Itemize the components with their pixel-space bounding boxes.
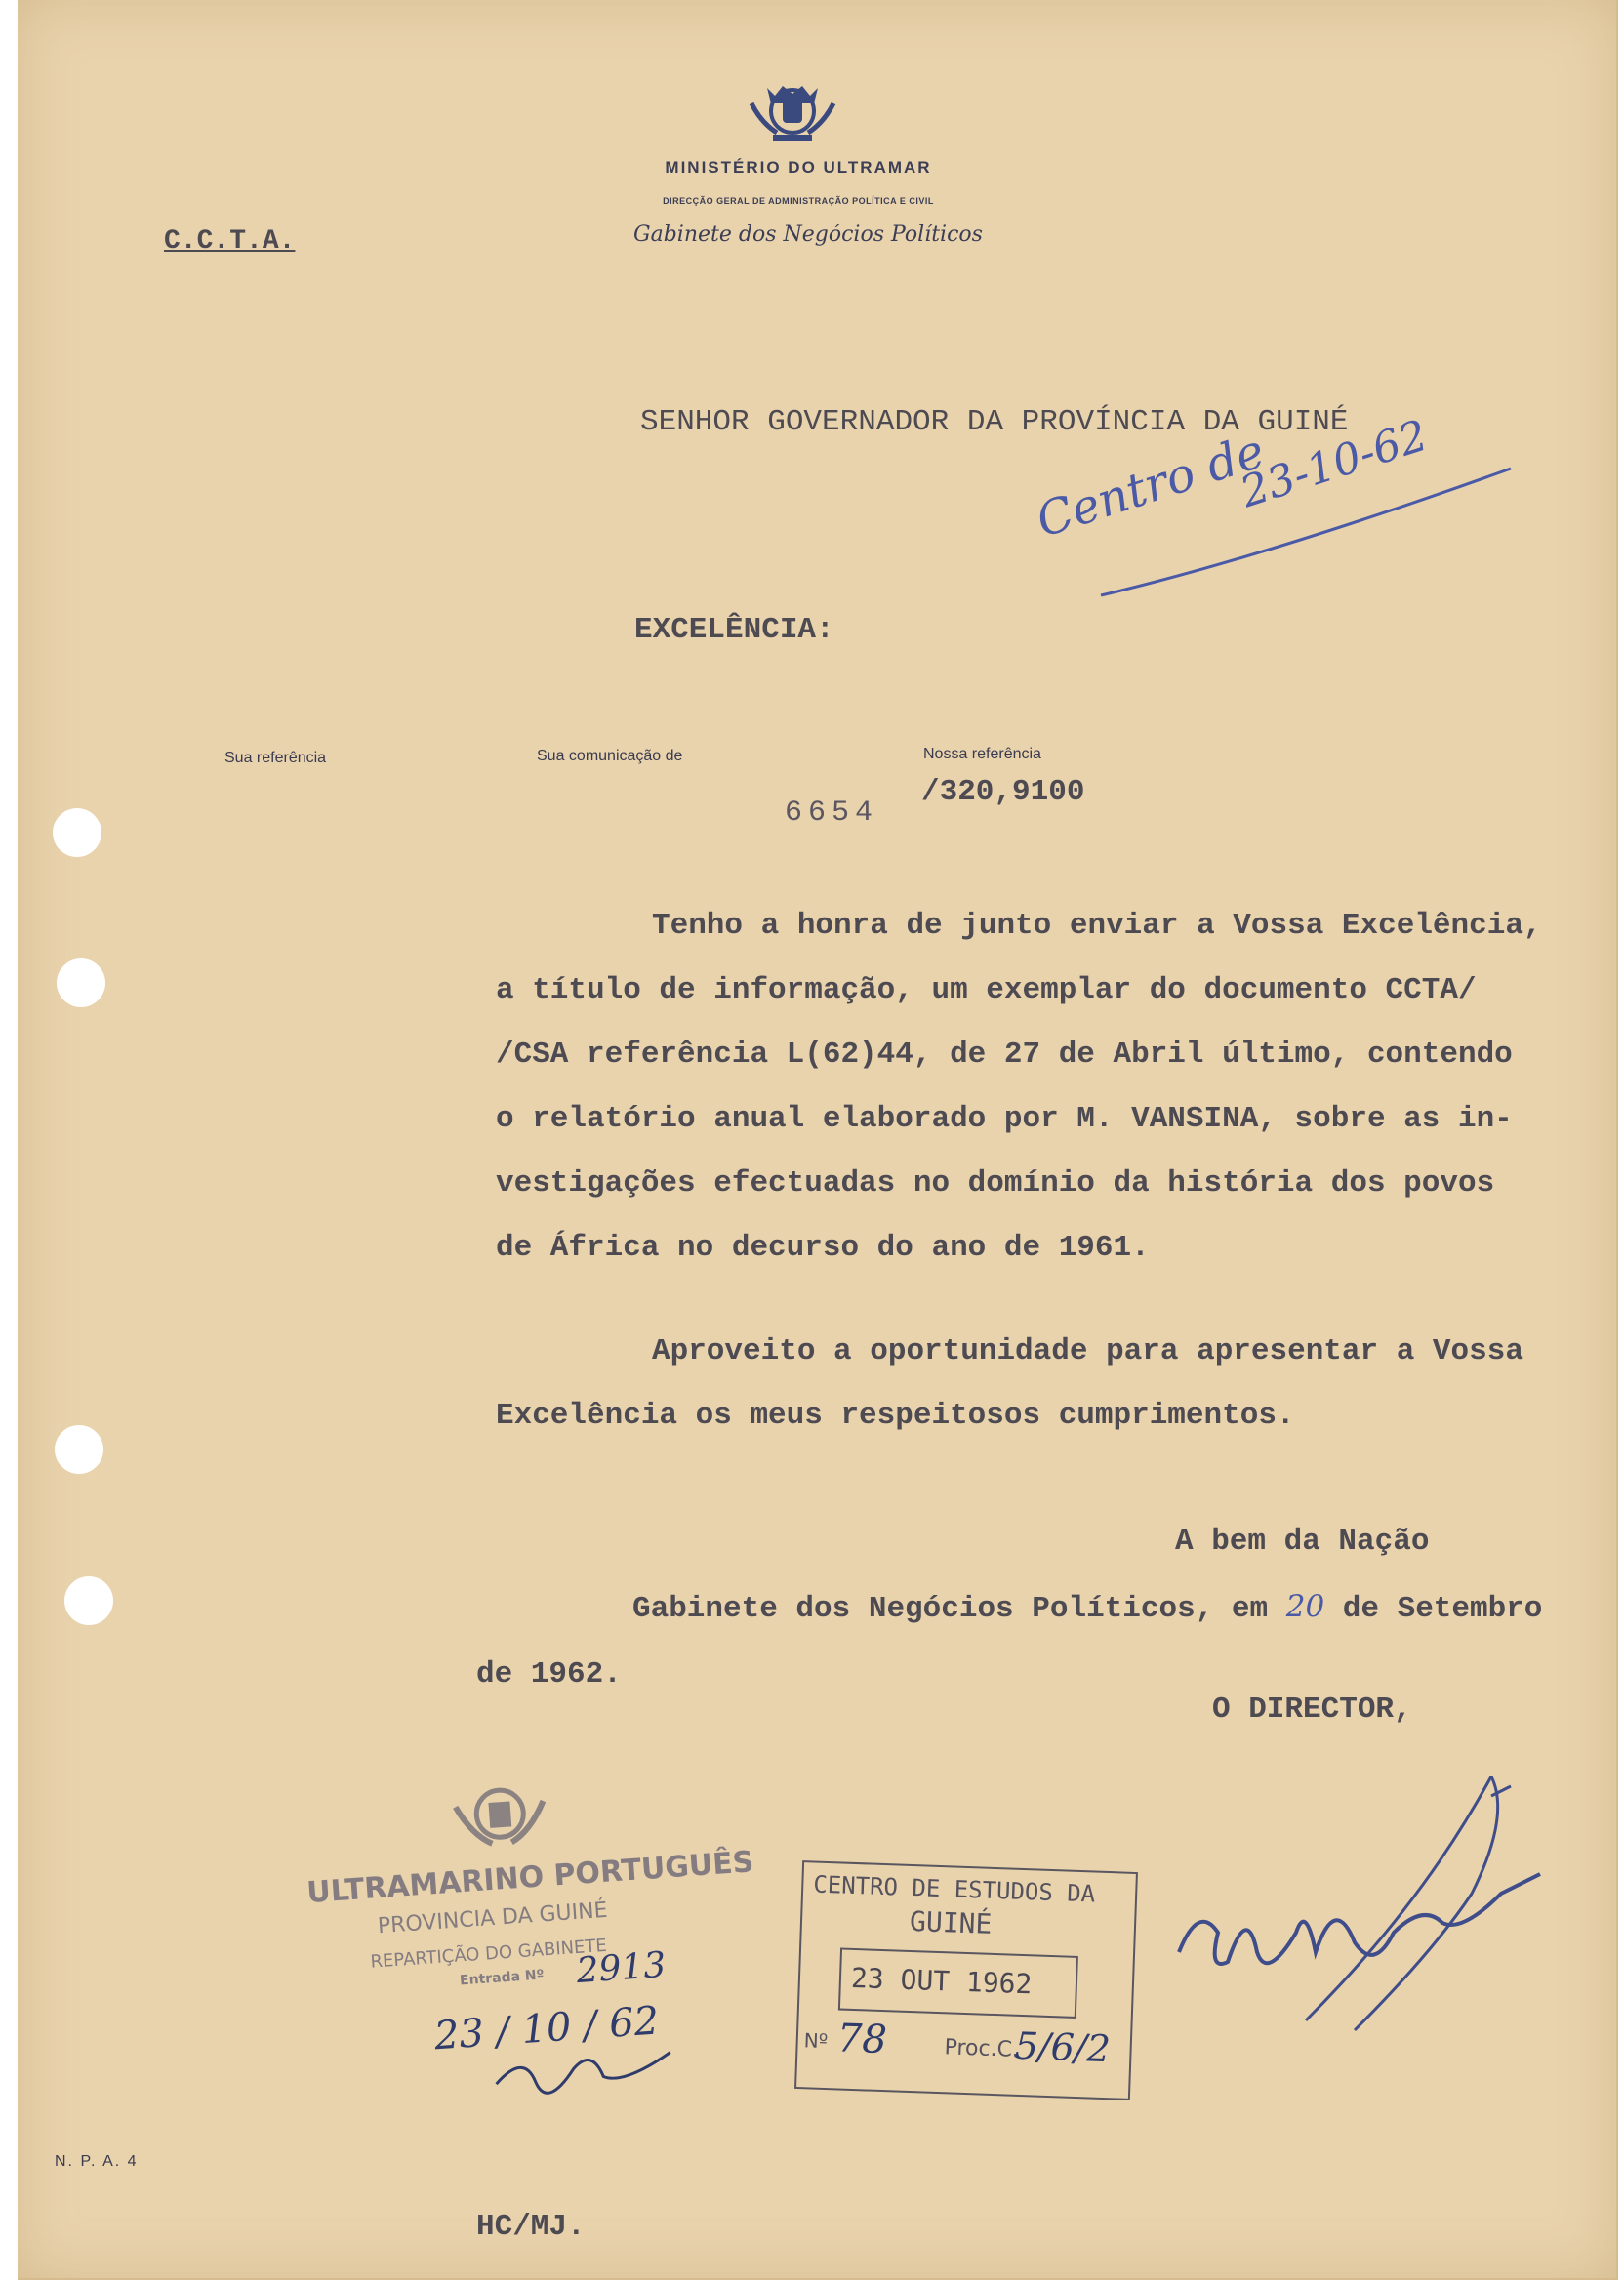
paragraph-line: a título de informação, um exemplar do documento CCTA/: [496, 973, 1477, 1007]
typist-initials: HC/MJ.: [476, 2210, 586, 2244]
provincia-stamp: [269, 1741, 800, 2127]
centro-estudos-stamp: [794, 1860, 1138, 2100]
handwritten-day: 20: [1285, 1589, 1325, 1624]
punch-hole: [53, 808, 102, 857]
document-page: [18, 0, 1618, 2280]
paragraph-line: vestigações efectuadas no domínio da história dos povos: [496, 1166, 1495, 1201]
form-code: N. P. A. 4: [55, 2153, 139, 2170]
handwritten-line: Centro de: [1030, 424, 1272, 549]
stamp-initials: [485, 2042, 684, 2114]
closing-motto: A bem da Nação: [1175, 1525, 1430, 1559]
centro-proc-label: Proc.C.: [944, 2035, 1020, 2062]
place-date-prefix: Gabinete dos Negócios Políticos, em: [632, 1592, 1269, 1626]
centro-title-2: GUINÉ: [909, 1904, 993, 1940]
stamp-entrada-value: 2913: [575, 1944, 668, 1992]
paragraph-line: o relatório anual elaborado por M. VANSINA, sobre as in-: [496, 1102, 1513, 1136]
handwritten-date: 23-10-62: [1234, 410, 1434, 518]
paragraph-line: /CSA referência L(62)44, de 27 de Abril último, contendo: [496, 1038, 1513, 1072]
ccta-heading: C.C.T.A.: [164, 226, 296, 257]
cabinet-title: Gabinete dos Negócios Políticos: [633, 223, 983, 247]
centro-numero-label: Nº: [803, 2028, 829, 2054]
nossa-referencia-value: /320,9100: [921, 775, 1085, 809]
paragraph-line: Aproveito a oportunidade para apresentar a Vossa: [652, 1334, 1523, 1368]
paragraph-line: Tenho a honra de junto enviar a Vossa Excelência,: [652, 909, 1542, 943]
salutation: EXCELÊNCIA:: [634, 613, 834, 647]
sua-comunicacao-label: Sua comunicação de: [537, 748, 683, 764]
paragraph-line: de África no decurso do ano de 1961.: [496, 1231, 1150, 1265]
director-signature: [1159, 1776, 1589, 2069]
centro-date: 23 OUT 1962: [850, 1961, 1033, 2001]
punch-hole: [55, 1425, 103, 1474]
place-date-line: [632, 1589, 1542, 1626]
stamp-date-value: 23 / 10 / 62: [432, 1998, 661, 2060]
punch-hole: [57, 958, 105, 1007]
body-paragraph-2: [496, 1320, 1599, 1448]
coat-of-arms-icon: [748, 74, 837, 152]
director-title: O DIRECTOR,: [1212, 1693, 1412, 1727]
stamp-line-2: PROVINCIA DA GUINÉ: [377, 1897, 609, 1939]
handwritten-note: [1013, 410, 1560, 615]
centro-numero-value: 78: [836, 2016, 888, 2063]
stamp-entrada-label: Entrada Nº: [459, 1967, 546, 1989]
nossa-referencia-label: Nossa referência: [923, 746, 1041, 762]
paragraph-line: Excelência os meus respeitosos cumprimentos.: [496, 1399, 1295, 1433]
place-date-suffix: de Setembro: [1342, 1592, 1543, 1626]
body-paragraph-1: [496, 894, 1599, 1281]
sua-referencia-label: Sua referência: [224, 750, 327, 766]
number-stamp: 6654: [785, 796, 879, 830]
centro-date-box: [838, 1947, 1078, 2018]
centro-proc-value: 5/6/2: [1013, 2023, 1112, 2071]
centro-title-1: CENTRO DE ESTUDOS DA: [812, 1870, 1096, 1908]
stamp-line-1: ULTRAMARINO PORTUGUÊS: [305, 1845, 755, 1911]
stamp-emblem-icon: [444, 1771, 556, 1856]
date-year: de 1962.: [476, 1657, 622, 1692]
stamp-line-3: REPARTIÇÃO DO GABINETE: [369, 1935, 608, 1973]
punch-hole: [64, 1576, 113, 1625]
addressee: SENHOR GOVERNADOR DA PROVÍNCIA DA GUINÉ: [640, 405, 1349, 439]
ministry-title: MINISTÉRIO DO ULTRAMAR: [665, 158, 932, 177]
direction-subtitle: DIRECÇÃO GERAL DE ADMINISTRAÇÃO POLÍTICA E CIVIL: [663, 196, 934, 206]
